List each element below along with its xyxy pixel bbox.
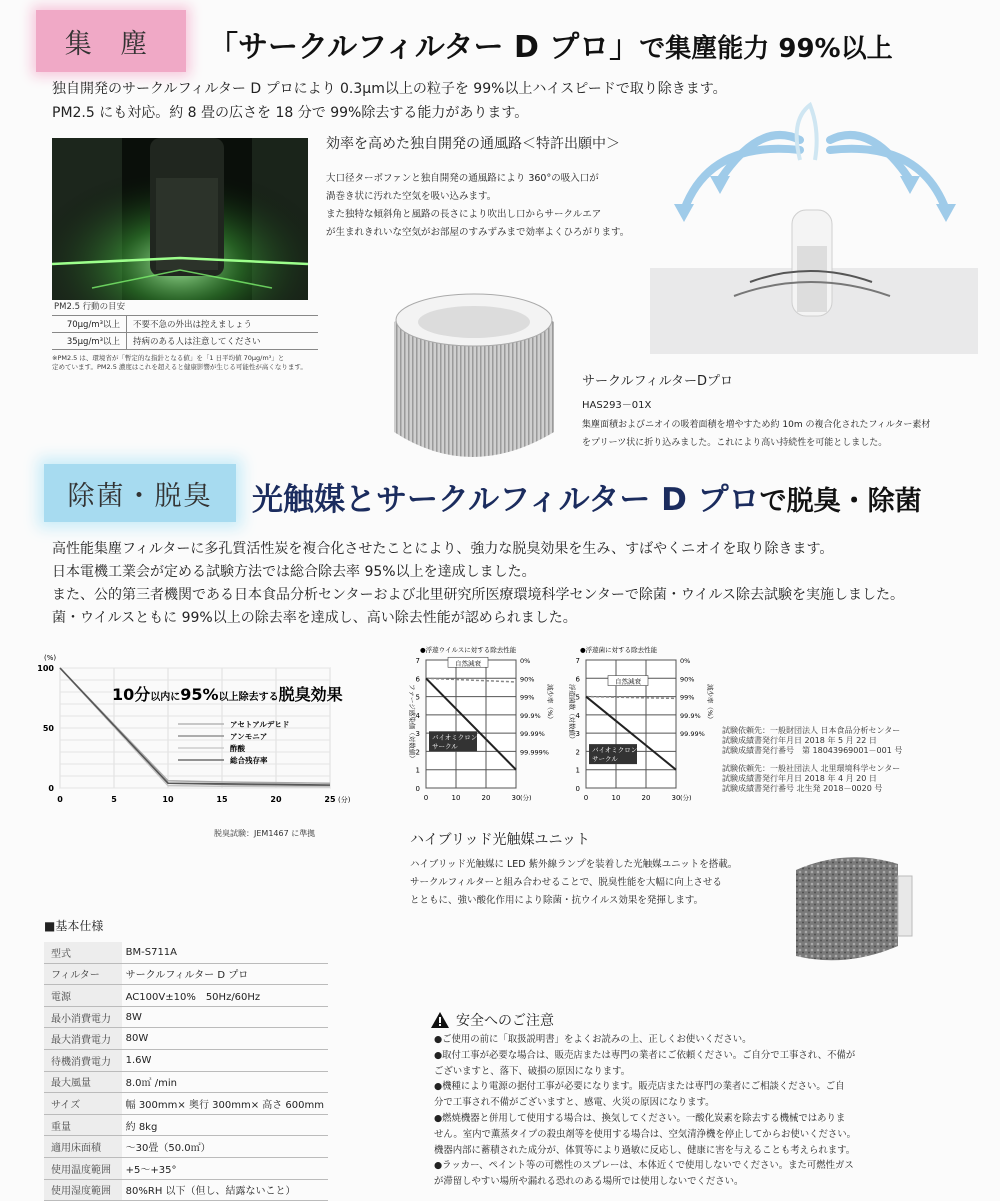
pm-note: ※PM2.5 は、環境省が「暫定的な指針となる値」を「1 日平均値 70μg/m³」と 定めています。PM2.5 濃度はこれを超えると健康影響が生じる可能性が高くなります。: [52, 354, 307, 371]
x-tick-label: 20: [641, 794, 651, 802]
y-tick-label: 0: [48, 784, 54, 793]
y2-axis-label: 減少率（%）: [706, 684, 714, 723]
filter-desc: 集塵面積およびニオイの吸着面積を増やすため約 10m の複合化されたフィルター素材 をプリーツ状に折り込みました。これにより高い持続性を可能としました。: [582, 420, 931, 448]
y2-tick-label: 90%: [520, 675, 535, 684]
table-row: 最大消費電力 80W: [44, 1028, 328, 1050]
legend-label: アンモニア: [230, 732, 268, 741]
y-tick-label: 7: [575, 657, 580, 665]
table-row: 最小消費電力 8W: [44, 1006, 328, 1028]
filter-photo: [376, 282, 566, 462]
y-tick-label: 6: [575, 675, 580, 684]
airflow-illustration: [650, 100, 978, 360]
pm-table: [52, 315, 318, 350]
series-label: サークル: [432, 742, 458, 751]
y-tick-label: 0: [575, 785, 580, 793]
y-tick-label: 1: [575, 766, 580, 775]
table-row: 70μg/m³以上 不要不急の外出は控えましょう: [52, 316, 318, 333]
table-row: 使用湿度範囲 80%RH 以下（但し、結露ないこと）: [44, 1179, 328, 1201]
airflow-text: 大口径ターボファンと独自開発の通風路により 360°の吸入口が 渦巻き状に汚れた空気を吸い込みます。 また独特な傾斜角と風路の長さにより吹出し口からサークルエア が生まれきれいな空気がお部屋のすみずみまで効率よくひろがります。: [326, 173, 630, 238]
filter-model: HAS293－01X: [582, 400, 652, 411]
y2-tick-label: 99.999%: [520, 748, 549, 757]
chart-title-part: 以内に: [150, 692, 181, 703]
y-tick-label: 5: [415, 693, 420, 702]
deodorize-chart: [30, 648, 360, 818]
spec-title: ■基本仕様: [44, 919, 104, 933]
chart-title-part: 95%: [180, 685, 219, 704]
table-row: 使用温度範囲 +5～+35°: [44, 1157, 328, 1179]
y-tick-label: 7: [415, 657, 420, 665]
y-tick-label: 6: [415, 675, 420, 684]
table-row: 35μg/m³以上 持病のある人は注意してください: [52, 333, 318, 350]
series-label: バイオミクロン: [432, 733, 478, 742]
legend-label: アセトアルデヒド: [230, 720, 290, 729]
table-row: サイズ 幅 300mm× 奥行 300mm× 高さ 600mm: [44, 1093, 328, 1115]
series-label: バイオミクロン: [592, 746, 638, 755]
airflow-heading: 効率を高めた独自開発の通風路＜特許出願中＞: [326, 136, 620, 152]
virus-chart: [396, 642, 564, 802]
intro-line-2: PM2.5 にも対応。約 8 畳の広さを 18 分で 99%除去する能力があります。: [52, 105, 529, 121]
y-unit-label: (%): [44, 654, 57, 662]
x-tick-label: 30: [511, 794, 521, 802]
chart-title-part: 脱臭効果: [278, 685, 343, 704]
table-row: 型式 BM-S711A: [44, 942, 328, 963]
y-tick-label: 3: [415, 730, 420, 739]
x-tick-label: 10: [451, 794, 461, 802]
x-tick-label: 20: [481, 794, 491, 802]
series-label: サークル: [592, 755, 618, 764]
bacteria-chart-body: [568, 645, 715, 802]
y2-tick-label: 99.99%: [680, 730, 705, 739]
table-row: フィルター サークルフィルター D プロ: [44, 963, 328, 985]
safety-title: 安全へのご注意: [456, 1013, 554, 1029]
hybrid-unit-photo: [786, 846, 916, 970]
deodorize-chart-note: 脱臭試験：JEM1467 に準拠: [214, 829, 316, 838]
series-label: 自然減衰: [455, 659, 481, 668]
circle-filter-image: [376, 282, 566, 462]
bacteria-chart: [556, 642, 714, 802]
safety-header: [430, 1010, 554, 1030]
chart-title: ●浮遊ウイルスに対する除去性能: [420, 646, 517, 654]
legend-label: 酢酸: [230, 744, 245, 753]
y-tick-label: 2: [575, 748, 580, 757]
warning-icon: [430, 1011, 450, 1029]
y-axis-label: 浮遊菌数（対数値）: [568, 684, 576, 743]
y-axis-label: ファージ感染価（対数値）: [408, 684, 416, 762]
table-row: 最大風量 8.0㎥ /min: [44, 1071, 328, 1093]
x-tick-label: 20: [270, 795, 282, 804]
section-title-sterilize: 光触媒とサークルフィルター D プロで脱臭・除菌: [252, 482, 922, 518]
test-info: 試験依頼先：一般財団法人 日本食品分析センター 試験成績書発行年月日 2018 年 5 月 22 日 試験成績書発行番号 第 18043969001－001 号 試験依頼先：一般社団法人 北里環境科学センター 試験成績書発行年月日 2018 年 4 月 20 日 試験成績書発行番号 北生発 2018－0020 号: [722, 726, 903, 793]
y2-tick-label: 99.9%: [680, 711, 701, 720]
table-row: 電源 AC100V±10% 50Hz/60Hz: [44, 985, 328, 1007]
y-tick-label: 0: [415, 785, 420, 793]
x-tick-label: 0: [583, 794, 589, 802]
hybrid-title: ハイブリッド光触媒ユニット: [410, 832, 590, 848]
y2-tick-label: 99%: [680, 693, 695, 702]
chart-title: ●浮遊菌に対する除去性能: [580, 646, 658, 654]
x-unit-label: (分): [680, 794, 692, 802]
y2-tick-label: 99.9%: [520, 711, 541, 720]
deodorize-chart-body: [37, 654, 350, 804]
y2-tick-label: 0%: [680, 657, 691, 665]
section-tag-dust: 集 塵: [36, 10, 186, 72]
x-tick-label: 5: [111, 795, 117, 804]
photocatalyst-image: [786, 846, 916, 970]
hybrid-text: ハイブリッド光触媒に LED 紫外線ランプを装着した光触媒ユニットを搭載。 サークルフィルターと組み合わせることで、脱臭性能を大幅に向上させる とともに、強い酸化作用により除菌・抗ウイルス効果を発揮します。: [410, 859, 738, 906]
y2-axis-label: 減少率（%）: [546, 684, 554, 723]
y-tick-label: 100: [37, 664, 54, 673]
y2-tick-label: 99.99%: [520, 730, 545, 739]
pm-table-title: PM2.5 行動の目安: [54, 302, 126, 312]
y-tick-label: 4: [415, 711, 420, 720]
section-title-dust: 「サークルフィルター D プロ」で集塵能力 99%以上: [208, 30, 893, 65]
y-tick-label: 2: [415, 748, 420, 757]
y2-tick-label: 0%: [520, 657, 531, 665]
x-tick-label: 15: [216, 795, 228, 804]
x-tick-label: 25: [324, 795, 336, 804]
chart-title-part: 以上除去する: [218, 692, 279, 703]
legend-label: 総合残存率: [230, 756, 268, 765]
spec-table: [44, 942, 328, 1201]
x-unit-label: (分): [338, 796, 351, 804]
x-tick-label: 0: [57, 795, 63, 804]
y-tick-label: 1: [415, 766, 420, 775]
series-label: 自然減衰: [615, 677, 641, 686]
purifier-arrows-image: [650, 100, 978, 360]
table-row: 重量 約 8kg: [44, 1114, 328, 1136]
table-row: 適用床面積 ～30畳（50.0㎡）: [44, 1136, 328, 1158]
x-unit-label: (分): [520, 794, 532, 802]
x-tick-label: 0: [423, 794, 429, 802]
y-tick-label: 5: [575, 693, 580, 702]
table-row: 待機消費電力 1.6W: [44, 1049, 328, 1071]
y-tick-label: 4: [575, 711, 580, 720]
virus-chart-body: [408, 645, 555, 802]
airflow-photo: [52, 138, 308, 300]
x-tick-label: 10: [162, 795, 174, 804]
y2-tick-label: 99%: [520, 693, 535, 702]
filter-name: サークルフィルターDプロ: [582, 374, 734, 389]
safety-text: ●ご使用の前に「取扱説明書」をよくお読みの上、正しくお使いください。 ●取付工事が必要な場合は、販売店または専門の業者にご依頼ください。ご自分で工事され、不備が ございますと、落下、破損の原因になります。 ●機種により電源の据付工事が必要になります。販売店または専門の業者にご相談ください。ご自 分で工事され不備がございますと、感電、火災の原因になります。 ●燃焼機器と併用して使用する場合は、換気してください。一酸化炭素を除去する機械ではありま せん。室内で薫蒸タイプの殺虫剤等を使用する場合は、空気清浄機を停止してからお使いください。 機器内部に蓄積された成分が、体質等により過敏に反応し、健康に害を与えることも考えられます。 ●ラッカー、ペイント等の可燃性のスプレーは、本体近くで使用しないでください。また可燃性ガス が滞留しやすい場所や漏れる恐れのある場所では使用しないでください。: [434, 1034, 856, 1188]
chart-title-part: 10分: [112, 685, 151, 704]
section-tag-sterilize: 除菌・脱臭: [44, 464, 236, 522]
sterilize-intro: 高性能集塵フィルターに多孔質活性炭を複合化させたことにより、強力な脱臭効果を生み、すばやくニオイを取り除きます。 日本電機工業会が定める試験方法では総合除去率 95%以上を達成しました。 また、公的第三者機関である日本食品分析センターおよび北里研究所医療環境科学センターで除菌・ウイルス除去試験を実施しました。 菌・ウイルスともに 99%以上の除去率を達成し、高い除去性能が認められました。: [52, 541, 905, 626]
y-tick-label: 50: [42, 724, 54, 733]
x-tick-label: 30: [671, 794, 681, 802]
purifier-glow-image: [52, 138, 308, 300]
x-tick-label: 10: [611, 794, 621, 802]
y-tick-label: 3: [575, 730, 580, 739]
y2-tick-label: 90%: [680, 675, 695, 684]
intro-line-1: 独自開発のサークルフィルター D プロにより 0.3μm以上の粒子を 99%以上ハイスピードで取り除きます。: [52, 81, 727, 97]
